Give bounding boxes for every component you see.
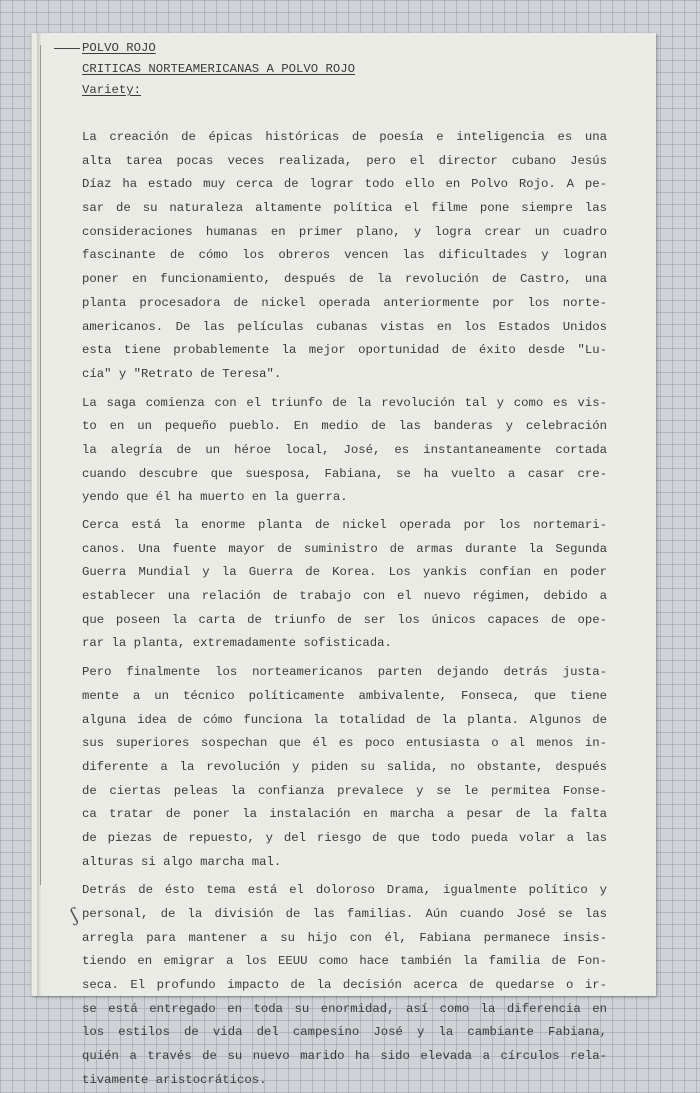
text-line: La saga comienza con el triunfo de la revolución tal y como es vis-	[82, 395, 607, 410]
text-line: cía" y "Retrato de Teresa".	[82, 366, 282, 381]
text-line: ca tratar de poner la instalación en marcha a pesar de la falta	[82, 807, 607, 822]
text-line: Detrás de ésto tema está el doloroso Drama, igualmente político y	[82, 883, 607, 898]
pencil-mark: ʃ	[68, 904, 81, 927]
text-line: sar de su naturaleza altamente política el filme pone siempre las	[82, 201, 607, 216]
text-line: que poseen la carta de triunfo de ser los únicos capaces de ope-	[82, 612, 607, 627]
text-line: alguna idea de cómo funciona la totalidad de la planta. Algunos de	[82, 712, 607, 727]
text-line: Cerca está la enorme planta de nickel operada por los nortemari-	[82, 518, 607, 532]
text-line: diferente a la revolución y piden su salida, no obstante, después	[82, 759, 607, 774]
text-line: quién a través de su nuevo marido ha sido elevada a círculos rela-	[82, 1049, 607, 1064]
text-line: poner en funcionamiento, después de la revolución de Castro, una	[82, 272, 607, 287]
paragraph-2	[82, 392, 607, 510]
text-line: Pero finalmente los norteamericanos parten dejando detrás justa-	[82, 665, 607, 680]
paragraph-4	[82, 661, 607, 874]
text-line: la alegría de un héroe local, José, es instantaneamente cortada	[82, 442, 607, 457]
text-line: rar la planta, extremadamente sofisticada.	[82, 636, 392, 651]
text-line: establecer una relación de trabajo con el nuevo régimen, debido a	[82, 589, 607, 604]
text-line: tivamente aristocráticos.	[82, 1072, 267, 1087]
title-line: POLVO ROJO	[82, 41, 156, 55]
text-line: to en un pequeño pueblo. En medio de las banderas y celebración	[82, 419, 607, 434]
text-line: de ciertas peleas la confianza prevalece y se le permitea Fonse-	[82, 783, 607, 798]
text-line: consideraciones humanas en primer plano, y logra crear un cuadro	[82, 224, 607, 239]
text-line: La creación de épicas históricas de poesía e inteligencia es una	[82, 130, 607, 144]
paragraph-3	[82, 514, 607, 656]
text-line: americanos. De las películas cubanas vistas en los Estados Unidos	[82, 319, 607, 334]
text-line: alturas si algo marcha mal.	[82, 854, 282, 869]
source-line: Variety:	[82, 83, 142, 97]
text-line: seca. El profundo impacto de la decisión acerca de quedarse o ir-	[82, 978, 607, 993]
text-line: sus superiores sospechan que él es poco entusiasta o al menos in-	[82, 736, 607, 751]
text-line: tiendo en emigrar a los EEUU como hace también la familia de Fon-	[82, 954, 607, 969]
text-line: Díaz ha estado muy cerca de lograr todo ello en Polvo Rojo. A pe-	[82, 177, 607, 192]
subtitle-line: CRITICAS NORTEAMERICANAS A POLVO ROJO	[82, 62, 356, 76]
text-line: esta tiene probablemente la mejor oportunidad de éxito desde "Lu-	[82, 343, 607, 358]
paragraph-5	[82, 879, 607, 1092]
text-line: planta procesadora de nickel operada anteriormente por los norte-	[82, 295, 607, 310]
heading	[82, 38, 607, 101]
text-line: Guerra Mundial y la Guerra de Korea. Los yankis confían en poder	[82, 565, 607, 580]
text-line: cuando descubre que suesposa, Fabiana, se ha vuelto a casar cre-	[82, 466, 607, 481]
paragraph-1	[82, 126, 607, 387]
text-line: los estilos de vida del campesino José y la cambiante Fabiana,	[82, 1025, 607, 1040]
text-line: canos. Una fuente mayor de suministro de armas durante la Segunda	[82, 541, 607, 556]
text-line: fascinante de cómo los obreros vencen las dificultades y logran	[82, 248, 607, 263]
text-line: yendo que él ha muerto en la guerra.	[82, 490, 348, 505]
arrow-mark	[54, 48, 80, 49]
margin-line	[40, 45, 41, 885]
text-line: arregla para mantener a su hijo con él, Fabiana permanece insis-	[82, 930, 607, 945]
text-line: de piezas de repuesto, y del riesgo de que todo pueda volar a las	[82, 830, 607, 845]
text-line: alta tarea pocas veces realizada, pero el director cubano Jesús	[82, 153, 607, 168]
text-line: mente a un técnico políticamente ambivalente, Fonseca, que tiene	[82, 688, 607, 703]
text-line: se está entregado en toda su enormidad, así como la diferencia en	[82, 1001, 607, 1016]
document-body	[82, 38, 607, 1093]
text-line: personal, de la división de las familias. Aún cuando José se las	[82, 907, 607, 921]
